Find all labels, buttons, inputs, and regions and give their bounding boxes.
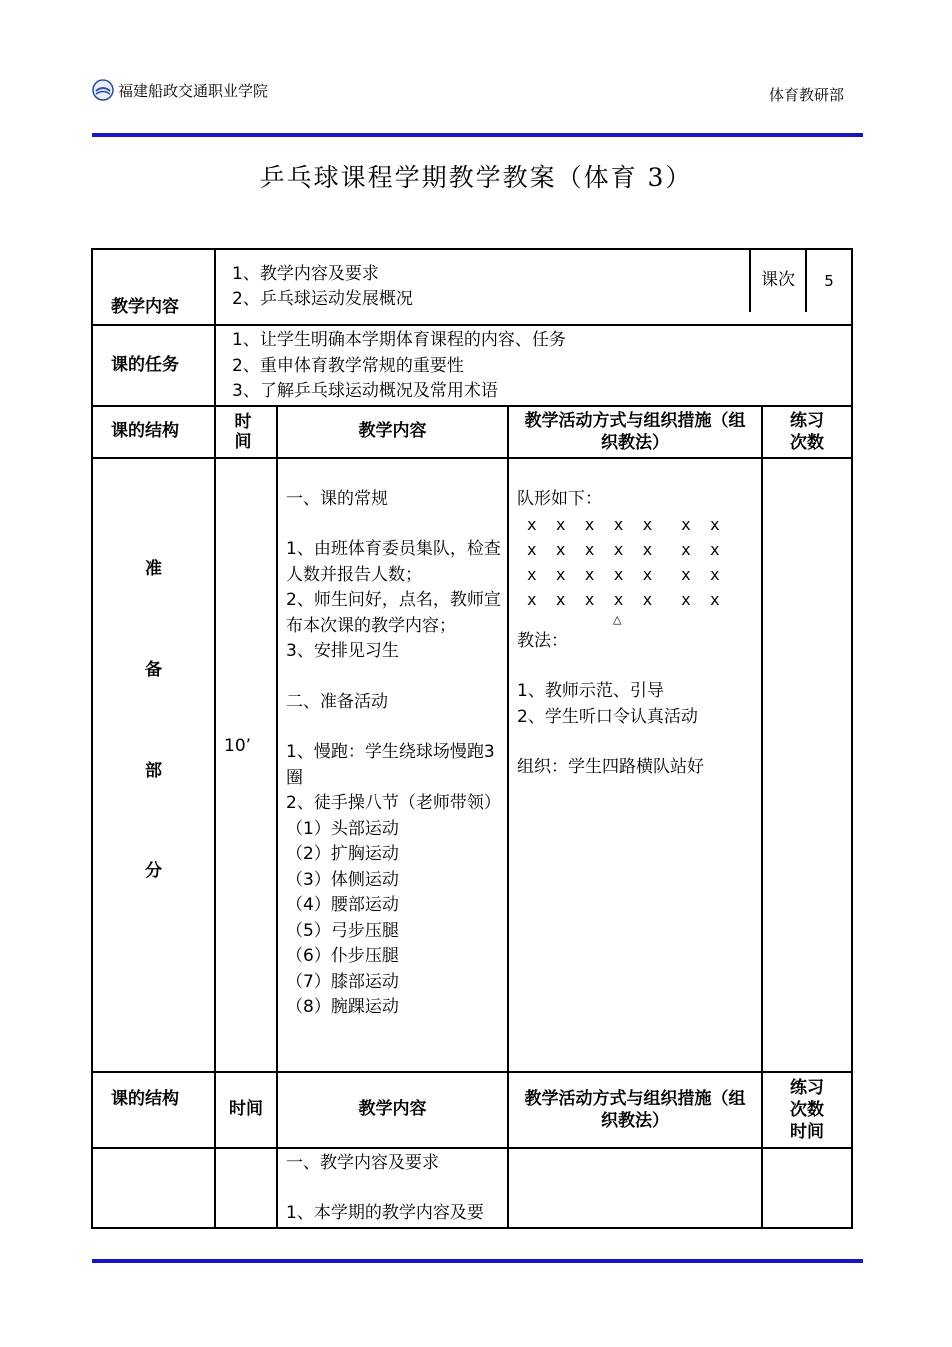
header-method: 教学活动方式与组织措施（组织教法）	[508, 406, 762, 458]
task-item: 2、重申体育教学常规的重要性	[232, 355, 464, 376]
formation-title: 队形如下：	[517, 488, 602, 509]
row-label-content: 教学内容	[92, 249, 215, 325]
lesson-plan-table	[91, 248, 853, 1229]
last-content	[277, 1148, 508, 1228]
header-school	[92, 76, 268, 104]
content-line: （1）头部运动	[286, 818, 399, 839]
header-content: 教学内容	[277, 406, 508, 458]
content-line: （6）仆步压腿	[286, 946, 399, 966]
header-content-2: 教学内容	[277, 1072, 508, 1148]
content-line: （5）弓步压腿	[286, 920, 399, 941]
content-line: （3）体侧运动	[286, 869, 399, 890]
section-char: 备	[145, 659, 162, 680]
lesson-label: 课次	[750, 250, 806, 312]
formation-row: x x x x x x x	[527, 565, 720, 584]
page-title: 乒乓球课程学期教学教案（体育 3）	[259, 163, 693, 192]
header-time-2: 时间	[215, 1072, 277, 1148]
school-emblem-icon	[92, 79, 114, 101]
content-line: 2、师生问好，点名，教师宣布本次课的教学内容；	[286, 590, 501, 636]
header-practice-2: 练习次数时间	[762, 1072, 852, 1148]
prep-content	[277, 458, 508, 1072]
school-name: 福建船政交通职业学院	[118, 81, 269, 100]
header-structure-2: 课的结构	[92, 1072, 215, 1148]
method-label: 教法：	[517, 630, 568, 651]
prep-method	[508, 458, 762, 1072]
section-char: 准	[145, 558, 162, 579]
content-line: 1、慢跑：学生绕球场慢跑3圈	[286, 742, 495, 788]
header-method-2: 教学活动方式与组织措施（组织教法）	[508, 1072, 762, 1148]
content-line: 一、课的常规	[286, 488, 388, 509]
content-line: 一、教学内容及要求	[286, 1152, 439, 1173]
task-item: 1、让学生明确本学期体育课程的内容、任务	[232, 330, 566, 350]
organization-text: 组织：学生四路横队站好	[517, 757, 704, 777]
section-char: 部	[145, 760, 162, 781]
content-line: 2、徒手操八节（老师带领）	[286, 793, 501, 813]
content-line: （2）扩胸运动	[286, 844, 399, 864]
teacher-mark: △	[613, 613, 622, 626]
formation-row: x x x x x x x	[527, 540, 720, 559]
section-char: 分	[145, 860, 162, 881]
formation-row: x x x x x x x	[527, 590, 720, 609]
lesson-number: 5	[806, 250, 851, 312]
footer-rule	[92, 1259, 863, 1263]
content-line: （4）腰部运动	[286, 895, 399, 915]
content-item: 2、乒乓球运动发展概况	[232, 289, 413, 309]
prep-practice	[762, 458, 852, 1072]
task-item: 3、了解乒乓球运动概况及常用术语	[232, 381, 498, 401]
content-line: 1、由班体育委员集队，检查人数并报告人数；	[286, 539, 501, 585]
method-item: 1、教师示范、引导	[517, 681, 664, 701]
content-line: 二、准备活动	[286, 691, 388, 712]
content-line: 3、安排见习生	[286, 641, 399, 661]
last-structure	[92, 1148, 215, 1228]
last-practice	[762, 1148, 852, 1228]
department-name: 体育教研部	[768, 86, 844, 104]
section-prep	[92, 458, 215, 1072]
formation-row: x x x x x x x	[527, 515, 720, 534]
method-item: 2、学生听口令认真活动	[517, 706, 698, 727]
header-structure: 课的结构	[92, 406, 215, 458]
content-line: （8）腕踝运动	[286, 997, 399, 1017]
prep-time-cell	[215, 458, 277, 1072]
prep-time: 10’	[224, 735, 252, 756]
last-method	[508, 1148, 762, 1228]
last-time	[215, 1148, 277, 1228]
content-line: 1、本学期的教学内容及要	[286, 1203, 484, 1223]
header-rule	[92, 133, 863, 137]
header-practice: 练习次数	[762, 406, 852, 458]
header-time: 时间	[215, 406, 277, 458]
row-label-task: 课的任务	[92, 325, 215, 406]
content-item: 1、教学内容及要求	[232, 264, 379, 284]
content-line: （7）膝部运动	[286, 971, 399, 992]
